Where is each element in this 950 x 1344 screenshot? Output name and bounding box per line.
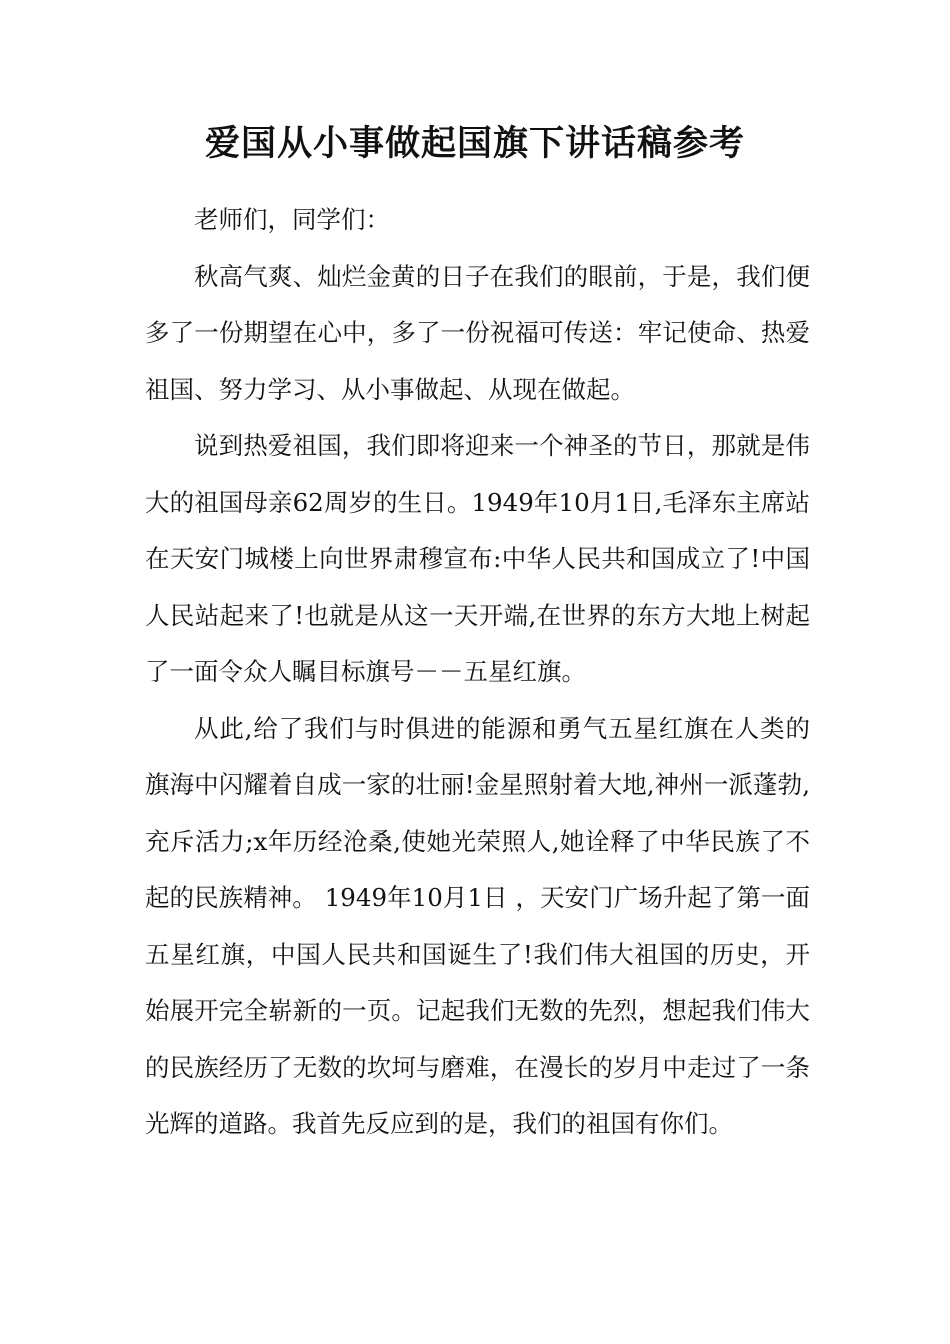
paragraph-greeting: 老师们，同学们： [194,205,390,234]
document-body [145,192,810,1153]
paragraph-3: 从此,给了我们与时俱进的能源和勇气五星红旗在人类的旗海中闪耀着自成一家的壮丽!金星照射着大地,神州一派蓬勃,充斥活力;x年历经沧桑,使她光荣照人,她诠释了中华民族了不起的民族精神。 1949年10月1日 ，天安门广场升起了第一面五星红旗，中国人民共和国诞生了!我们伟大祖国的历史，开始展开完全崭新的一页。记起我们无数的先烈，想起我们伟大的民族经历了无数的坎坷与磨难，在漫长的岁月中走过了一条光辉的道路。我首先反应到的是，我们的祖国有你们。 [145,713,810,1138]
paragraph-1: 秋高气爽、灿烂金黄的日子在我们的眼前，于是，我们便多了一份期望在心中，多了一份祝福可传送：牢记使命、热爱祖国、努力学习、从小事做起、从现在做起。 [145,261,810,404]
page-title: 爱国从小事做起国旗下讲话稿参考 [204,124,745,164]
paragraph-2: 说到热爱祖国，我们即将迎来一个神圣的节日，那就是伟大的祖国母亲62周岁的生日。1949年10月1日,毛泽东主席站在天安门城楼上向世界肃穆宣布:中华人民共和国成立了!中国人民站起来了!也就是从这一天开端,在世界的东方大地上树起了一面令众人瞩目标旗号－－五星红旗。 [145,431,810,686]
